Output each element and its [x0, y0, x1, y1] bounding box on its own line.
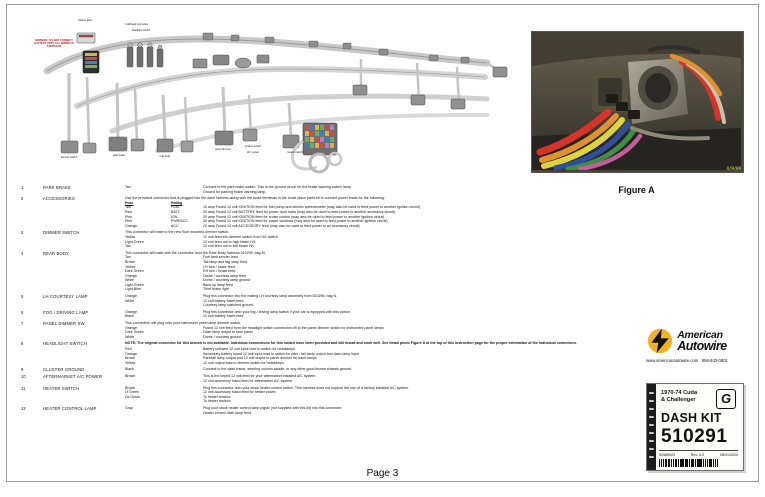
circuit-number: 7 — [21, 321, 24, 327]
circuit-line — [21, 314, 621, 319]
circuit-name: REAR BODY — [43, 250, 70, 256]
wire-description: To heater resistor — [203, 394, 231, 399]
wire-description: Courtesy lamp switched ground — [203, 303, 254, 308]
diagram-label-ignition-switch: ignition switch — [244, 145, 262, 148]
fuse-header: Fuse — [125, 200, 134, 205]
circuit-number: 12 — [21, 405, 26, 411]
brand-logo — [624, 327, 750, 363]
kit-label-card — [646, 383, 744, 471]
kit-footer — [659, 453, 738, 457]
kit-part-number: 510291 — [661, 426, 728, 447]
wire-description: This connection will plug onto your instrument panel lamp dimmer switch. — [125, 321, 242, 326]
wire-description: 12 volt output lead to dimmer switch for headlamps — [203, 360, 285, 365]
figure-a-photo — [531, 31, 744, 173]
diagram-label-heater-switch: heater switch — [287, 151, 303, 154]
wire-description: Fused 12 volt feed from the headlight switch connection #9 to the panel dimmer switch for instrument panel lamps — [203, 325, 384, 330]
diagram-warning-note: WARNING: DO NOT CONNECT BATTERY UNTIL ALL WIRING IS COMPLETE — [34, 39, 74, 49]
wire-color: Tan — [125, 185, 131, 189]
wire-color: White — [125, 334, 135, 339]
wire-description: Back up lamp feed — [203, 282, 233, 287]
circuit-number: 11 — [21, 385, 26, 391]
circuit-line — [21, 224, 621, 229]
circuit-number: 3 — [21, 230, 24, 236]
wire-description: Use the provided connector that is plugged into the dash harness along with the loose terminals in the loose piece parts kit to connect power leads for the following: — [125, 196, 385, 201]
wire-color: Dk Green — [125, 394, 141, 399]
wire-description: Battery unfused 12 volt input lead to switch for headlamps — [203, 347, 296, 351]
brand-phone: 856-933-0801 — [701, 358, 728, 363]
photo-timestamp: 4/9/09 — [726, 166, 741, 171]
circuit-line — [21, 303, 621, 308]
wire-color: Dark Green — [125, 330, 144, 335]
circuit-line — [21, 361, 621, 366]
wire-description: Plug your stock heater control lamp pigtail (not supplied with this kit) into this connector. — [203, 405, 343, 410]
diagram-label-panel-dimmer: panel dimmer — [215, 148, 231, 151]
circuit-number: 1 — [21, 185, 24, 190]
circuit-line — [21, 399, 621, 404]
brand-name-line2: Autowire — [677, 338, 727, 353]
fuse-panel-illustration — [292, 123, 341, 172]
wire-description: 20 amp Fused 12 volt ACCESSORY feed (may also be used to feed power to an accessory circuit) — [203, 223, 360, 228]
wire-description: Plug this connector into the mating LH courtesy lamp assembly from 510296, bag N. — [203, 294, 338, 299]
wire-description: Third brake light — [203, 287, 229, 292]
kit-title: DASH KIT — [661, 411, 722, 425]
divider — [659, 450, 738, 451]
wire-color: Light Green — [125, 239, 144, 244]
table-row — [21, 341, 621, 365]
wire-color: Yellow — [125, 234, 136, 239]
wire-description: Dash lamp output to fuse panel — [203, 330, 253, 335]
circuit-line — [21, 341, 621, 346]
wire-color: Pink — [125, 214, 132, 219]
wire-color: Light Blue — [125, 287, 141, 292]
fuse-name: FUEL — [171, 205, 181, 210]
circuit-number: 8 — [21, 341, 24, 347]
harness-illustration — [17, 11, 522, 183]
wire-description: Heater control dash lamp feed — [203, 410, 252, 415]
circuit-name: DIMMER SWITCH — [43, 230, 80, 236]
fuse-name: PWR/ACC — [171, 219, 188, 224]
table-row — [21, 185, 621, 194]
circuit-line — [21, 190, 621, 195]
wire-description: This is the keyed 12 volt feed for your aftermarket installed A/C system. — [203, 374, 317, 379]
wire-color: Orange — [125, 309, 137, 314]
lightning-bolt-icon — [647, 327, 673, 355]
wire-color: Tan — [125, 205, 131, 210]
diagram-label-headlight-switch: headlight switch — [131, 29, 151, 32]
table-row — [21, 251, 621, 292]
kit-grade-badge: G — [716, 389, 736, 409]
wire-description: 12 volt accessory fused feed for heater power. — [203, 390, 277, 395]
wire-color: Brown — [125, 374, 136, 379]
wire-color: Black — [125, 367, 134, 372]
table-row — [21, 310, 621, 319]
brand-url: www.americanautowire.com — [646, 358, 699, 363]
circuit-line — [21, 367, 621, 372]
wire-description: Ground for parking brake warning lamp. — [203, 189, 267, 194]
wire-color: Orange — [125, 294, 137, 299]
kit-revision: Rev: 6.0 — [690, 453, 705, 457]
brand-name-line1: American — [677, 329, 723, 341]
wire-description: 12 volt accessory fused feed for aftermarket A/C system — [203, 378, 293, 383]
circuit-number: 10 — [21, 374, 26, 380]
kit-date: 08/31/2020 — [719, 453, 738, 457]
wire-color: Tan — [125, 255, 131, 260]
circuit-line — [21, 411, 621, 416]
wire-color: Red — [125, 209, 132, 214]
circuit-number: 6 — [21, 309, 24, 315]
table-row — [21, 294, 621, 308]
kit-model — [661, 390, 697, 404]
wire-color: Brown — [125, 356, 136, 361]
brand-contact — [624, 358, 750, 363]
wire-description: 20 amp Fused 12 volt BATTERY feed for power door locks (may also be used to feed power to another accessory circuit) — [203, 209, 396, 214]
diagram-label-bulkhead: bulkhead connector — [125, 23, 149, 26]
wire-description: Tail lamp and tag lamp feed — [203, 259, 247, 264]
circuit-number: 4 — [21, 250, 24, 256]
wire-color: Brown — [125, 259, 136, 264]
wire-color: Brown — [125, 385, 136, 390]
kit-model-line1: 1970-74 Cuda — [661, 390, 698, 396]
circuit-name: CLUSTER GROUND — [43, 367, 85, 373]
wire-color: Yellow — [125, 264, 136, 269]
wire-description: RH turn / brake feed — [203, 269, 236, 274]
kit-model-line2: & Challenger — [661, 396, 696, 403]
diagram-label-dimmer-switch: dimmer switch — [60, 156, 78, 159]
circuit-name: HEADLIGHT SWITCH — [43, 341, 87, 347]
circuit-line — [21, 379, 621, 384]
diagram-label-rear-body: rear body — [159, 155, 171, 158]
wire-description: 20 amp Fused 12 volt IGNITION feed for cruise control (may also be used to feed power to another ignition circuit) — [203, 214, 385, 219]
table-row — [21, 406, 621, 415]
wire-color: Dark Green — [125, 269, 144, 274]
instruction-page — [6, 4, 759, 482]
wire-description: Dome / courtesy lamp feed — [203, 273, 246, 278]
wire-note: NOTE: The original connector for this branch is not available. Individual connections for this switch have been provided and will install and work well. See detail photo Figure A at the top of this instruction page for the proper orientation of the individual connectors. — [125, 341, 577, 346]
wire-color: Lt Green — [125, 390, 139, 395]
wire-description: Fuel tank sender lead — [203, 255, 238, 260]
wire-description: Dome / courtesy ground — [203, 334, 242, 339]
wire-color: Pink — [125, 219, 132, 224]
wire-description: LH turn / brake feed — [203, 264, 235, 269]
wire-color: Orange — [125, 351, 137, 356]
circuit-name: ACCESSORIES — [43, 196, 75, 202]
diagram-label-park-brake: park brake — [112, 154, 126, 157]
wire-color: Black — [125, 314, 134, 319]
wire-color: Orange — [125, 325, 137, 330]
circuit-name: LH COURTESY LAMP — [43, 294, 88, 300]
wire-description: 12 volt battery fused feed — [203, 298, 244, 303]
circuit-name: FOG / DRIVING LAMP — [43, 309, 89, 315]
circuit-name: HEATER CONTROL LAMP — [43, 405, 97, 411]
fuse-name: IGN — [171, 214, 178, 219]
wire-description: 12 volt battery fused feed — [203, 314, 244, 319]
wire-color: Red — [125, 347, 132, 351]
binder-spine — [647, 384, 656, 470]
kit-doc-code: 92989923 — [659, 453, 675, 457]
wire-description: 12 volt feed into dimmer switch from H/L switch — [203, 234, 278, 239]
circuit-number: 2 — [21, 196, 24, 202]
wire-description: 30 amp Fused 12 volt IGNITION feed for power windows (may also be used to feed power to another ignition circuit) — [203, 219, 388, 224]
wire-description: This connector will mate with the connector from the Rear Body harness 510295, bag M. — [125, 250, 266, 255]
table-row — [21, 374, 621, 383]
rating-header: Rating — [171, 200, 183, 205]
wire-description: Plug this connector onto your stock heater control switch. This harness does not support the use of a factory installed A/C system. — [203, 385, 410, 390]
fuse-name: ACC — [171, 223, 179, 228]
wire-description: Secondary battery fused 12 volt input lead to switch for park / tail lamp output and dash lamp input — [203, 351, 360, 356]
barcode — [659, 459, 718, 467]
wire-description: To heater resistor — [203, 399, 231, 404]
table-row — [21, 230, 621, 248]
circuit-line — [21, 335, 621, 340]
wire-description: Connect to the dash frame, steering column saddle, or any other good known chassis ground. — [203, 367, 353, 372]
wire-color: White — [125, 298, 135, 303]
wire-description: 12 volt feed out to high beam H/L — [203, 239, 256, 244]
wire-description: Plug this connector onto your fog / driving lamp switch if your car is equipped with this option. — [203, 309, 351, 314]
wire-color: Tan — [125, 244, 131, 249]
diagram-label-battery-feed: battery feed — [78, 19, 92, 22]
page-number: Page 3 — [366, 468, 399, 479]
wire-color: Yellow — [125, 360, 136, 365]
circuit-name: AFTERMARKET A/C POWER — [43, 374, 103, 380]
wire-description: Connect to the park brake switch. This is the ground circuit for the brake warning switch lamp. — [203, 185, 352, 189]
wire-color: Light Green — [125, 282, 144, 287]
table-row — [21, 367, 621, 372]
wire-description: 10 amp Fused 12 volt IGNITION feed for fuel pump and electric speedometer (may also be used to feed power to another ignition circuit) — [203, 205, 421, 210]
wire-color: Orange — [125, 273, 137, 278]
wire-description: Park/tail lamp output and 12 volt output to panel dimmer for dash lamps — [203, 356, 317, 361]
wire-description: This connector will mate to the new floor mounted dimmer switch. — [125, 230, 230, 235]
wire-color: White — [125, 278, 135, 283]
fuse-block-illustration — [83, 51, 99, 73]
wiring-diagram — [17, 11, 522, 183]
table-row — [21, 196, 621, 228]
wire-description: 12 volt feed out to low beam H/L — [203, 244, 255, 249]
photo-content — [532, 32, 741, 170]
circuit-name: PANEL DIMMER SW. — [43, 321, 86, 327]
wire-color: Orange — [125, 223, 137, 228]
wire-color: Gray — [125, 405, 133, 410]
diagram-label-ac-power: A/C power — [246, 151, 260, 154]
table-row — [21, 386, 621, 404]
circuit-number: 5 — [21, 294, 24, 300]
circuit-name: HEATER SWITCH — [43, 385, 80, 391]
circuit-number: 9 — [21, 367, 24, 373]
wire-description: Dome / courtesy lamp ground — [203, 278, 251, 283]
circuit-list — [21, 185, 621, 415]
circuit-name: PARK BRAKE — [43, 185, 71, 190]
fuse-name: BATT — [171, 209, 180, 214]
circuit-line — [21, 244, 621, 249]
figure-caption: Figure A — [618, 185, 655, 195]
circuit-line — [21, 287, 621, 292]
table-row — [21, 321, 621, 339]
